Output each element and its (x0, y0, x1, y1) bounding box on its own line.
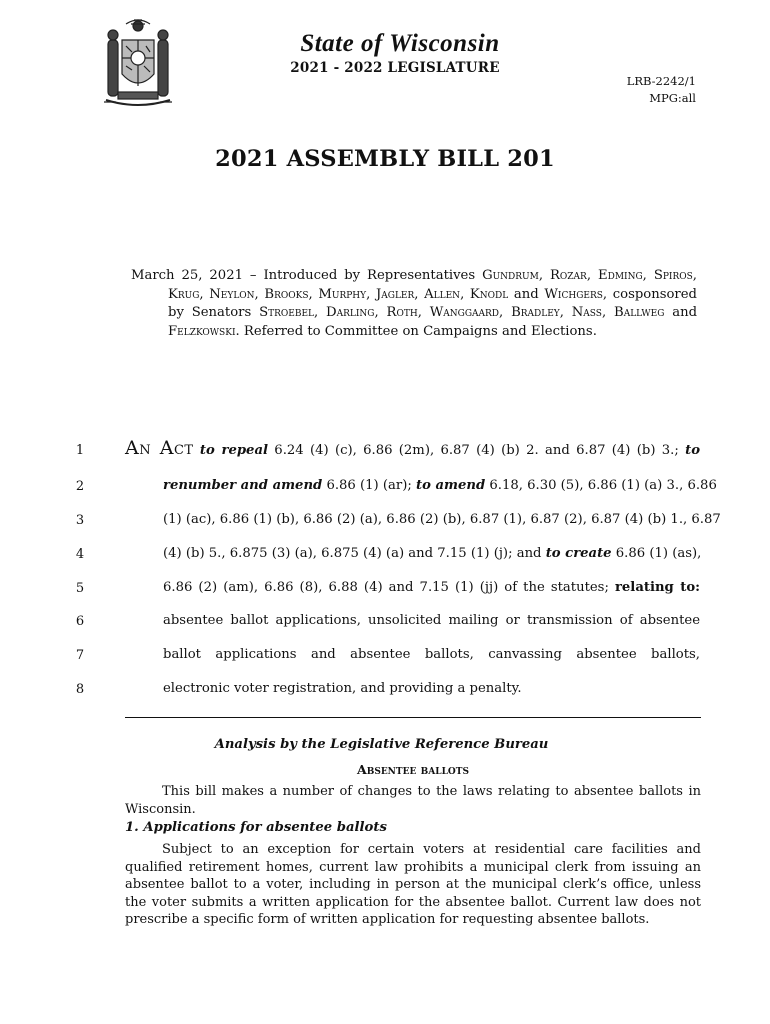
act-line (163, 612, 700, 630)
intro-text: , (366, 286, 376, 302)
bill-title: 2021 ASSEMBLY BILL 201 (215, 146, 555, 172)
intro-text: , (374, 305, 387, 321)
act-text-segment: ballot applications and absentee ballots, canvassing absentee ballots, (163, 647, 700, 662)
act-text-segment: electronic voter registration, and providing a penalty. (163, 681, 522, 696)
sponsor-name: Rozar (550, 268, 587, 283)
act-line (163, 545, 700, 563)
lrb-number: LRB-2242/1 (626, 74, 696, 88)
act-text-segment: 6.86 (1) (ar); (322, 478, 416, 493)
analysis-paragraph: Subject to an exception for certain voters at residential care facilities and qualified retirement homes, current law prohibits a municipal clerk from issuing an absentee ballot to a voter, including in person at the municipal clerk’s office, unless the voter submits a written application for the absentee ballot. Current law does not prescribe a specific form of written application for requesting absentee ballots. (125, 842, 701, 928)
wisconsin-seal-icon (96, 16, 180, 112)
lrb-reference (627, 73, 696, 107)
act-line (163, 646, 700, 664)
intro-text: , (559, 305, 572, 321)
intro-text: , (254, 286, 265, 302)
line-number: 8 (75, 682, 85, 697)
sponsor-name: Stroebel (259, 305, 314, 321)
sponsor-name: Ballweg (614, 305, 665, 321)
analysis-heading: Analysis by the Legislative Reference Bureau (214, 737, 549, 752)
intro-text: March 25, 2021 – Introduced by Representatives (131, 268, 483, 283)
legislature-session: 2021 - 2022 LEGISLATURE (290, 60, 500, 76)
intro-text: and (508, 286, 545, 302)
intro-text: and (664, 305, 698, 321)
state-title: State of Wisconsin (300, 30, 500, 57)
act-text-segment: 6.86 (1) (as), (611, 546, 702, 561)
intro-text: , (499, 305, 512, 321)
intro-text: , (642, 268, 654, 283)
act-text-segment: 6.24 (4) (c), 6.86 (2m), 6.87 (4) (b) 2. and 6.87 (4) (b) 3.; (268, 443, 686, 458)
act-keyword: to repeal (199, 443, 268, 458)
line-number: 4 (75, 547, 85, 562)
sponsor-name: Krug (168, 286, 200, 302)
act-text-segment: 6.18, 6.30 (5), 6.86 (1) (a) 3., 6.86 (485, 478, 717, 493)
intro-text: , cosponsored by Senators (168, 286, 697, 321)
act-text-segment: absentee ballot applications, unsolicited mailing or transmission of absentee (163, 613, 700, 628)
intro-text: , (586, 268, 598, 283)
sponsor-name: Jagler (375, 286, 415, 302)
line-number: 2 (75, 479, 85, 494)
act-text-segment: 6.86 (2) (am), 6.86 (8), 6.88 (4) and 7.15 (1) (jj) of the statutes; (163, 580, 615, 595)
act-line (163, 579, 700, 597)
intro-text: , (199, 286, 210, 302)
line-number: 3 (75, 513, 85, 528)
intro-text: , (601, 305, 615, 321)
subheading-applications: 1. Applications for absentee ballots (125, 820, 387, 835)
analysis-intro-paragraph: This bill makes a number of changes to the laws relating to absentee ballots in Wisconsin. (125, 784, 701, 817)
sponsor-name: Wichgers (544, 286, 603, 302)
intro-text: , (308, 286, 319, 302)
sponsor-name: Felzkowski (168, 323, 236, 339)
intro-text: , (538, 268, 550, 283)
sponsor-name: Nass (571, 305, 602, 321)
sponsor-name: Darling (326, 305, 375, 321)
sponsor-name: Bradley (511, 305, 560, 321)
introduction-paragraph (131, 267, 697, 341)
drafter-code: MPG:all (649, 91, 696, 105)
line-number: 6 (75, 614, 85, 629)
sponsor-name: Wanggaard (429, 305, 500, 321)
horizontal-rule (125, 717, 701, 718)
intro-text: , (417, 305, 430, 321)
sponsor-name: Neylon (209, 286, 255, 302)
sponsor-name: Edming (597, 268, 643, 283)
intro-text: , (460, 286, 470, 302)
act-keyword: to create (545, 546, 612, 561)
act-keyword: to (685, 443, 701, 458)
an-act-label: An Act (125, 437, 194, 459)
section-heading: Absentee ballots (357, 762, 469, 777)
act-line (163, 511, 721, 529)
line-number: 1 (75, 443, 85, 458)
act-keyword: to amend (415, 478, 486, 493)
line-number: 5 (75, 581, 85, 596)
line-number: 7 (75, 648, 85, 663)
act-keyword: renumber and amend (163, 478, 323, 493)
act-line (125, 439, 700, 460)
intro-text: . Referred to Committee on Campaigns and Elections. (235, 323, 597, 339)
intro-text: , (692, 268, 697, 283)
sponsor-name: Roth (386, 305, 418, 321)
act-line (163, 477, 717, 495)
act-keyword: relating to: (614, 580, 700, 595)
sponsor-name: Spiros (653, 268, 693, 283)
sponsor-name: Allen (424, 286, 461, 302)
act-line (163, 680, 700, 698)
sponsor-name: Gundrum (482, 268, 539, 283)
sponsor-name: Murphy (318, 286, 367, 302)
intro-text: , (314, 305, 327, 321)
act-text-segment: (1) (ac), 6.86 (1) (b), 6.86 (2) (a), 6.86 (2) (b), 6.87 (1), 6.87 (2), 6.87 (4) (b) 1., 6.87 (163, 512, 721, 527)
sponsor-name: Brooks (264, 286, 309, 302)
act-text-segment: (4) (b) 5., 6.875 (3) (a), 6.875 (4) (a) and 7.15 (1) (j); and (163, 546, 546, 561)
intro-text: , (414, 286, 425, 302)
sponsor-name: Knodl (469, 286, 509, 302)
